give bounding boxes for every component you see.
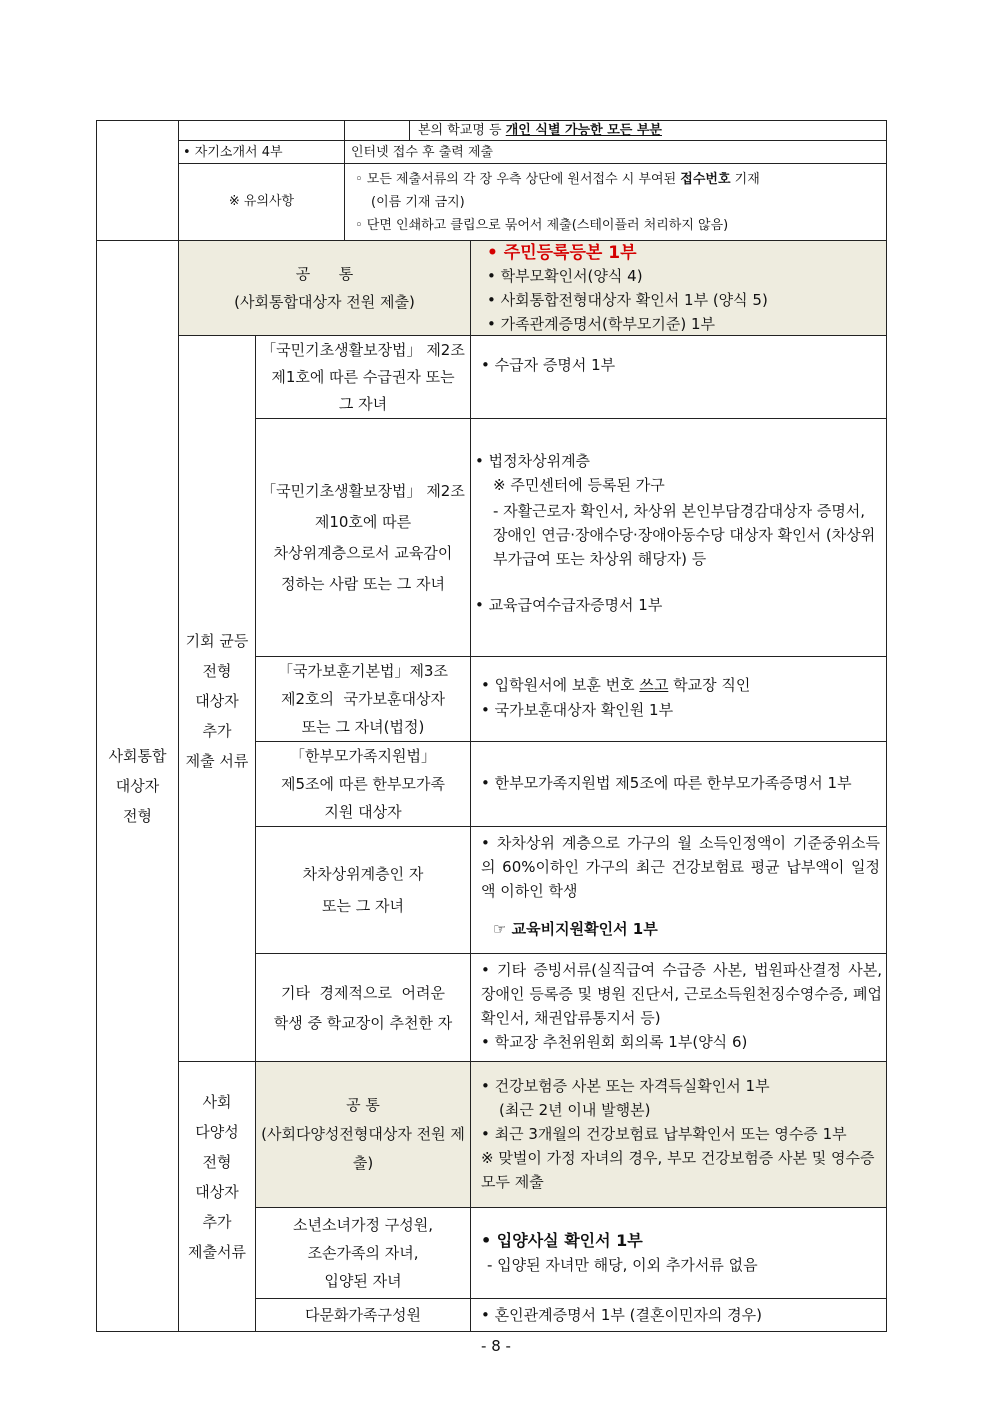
top-row1-right xyxy=(409,120,887,141)
gihoe-label-4: 추가 xyxy=(202,722,232,740)
common2-item3: ※ 맞벌이 가정 자녀의 경우, 부모 건강보험증 사본 및 영수증 모두 제출 xyxy=(481,1149,875,1191)
row5-docs xyxy=(470,826,887,954)
notes-cell xyxy=(344,163,887,241)
row4-docs xyxy=(470,741,887,827)
top-row2-right xyxy=(344,140,887,164)
row3-doc-2: • 국가보훈대상자 확인원 1부 xyxy=(481,701,674,719)
row7-doc-1: • 입양사실 확인서 1부 xyxy=(481,1231,643,1250)
common1-item4: • 가족관계증명서(학부모기준) 1부 xyxy=(487,315,716,333)
row2-label-3: 차상위계층으로서 교육감이 xyxy=(273,543,453,562)
row6-docs xyxy=(470,953,887,1062)
common1-item3: • 사회통합전형대상자 확인서 1부 (양식 5) xyxy=(487,291,768,309)
row2-label-4: 정하는 사람 또는 그 자녀 xyxy=(281,574,445,593)
common2-label-cell xyxy=(255,1061,471,1208)
row1-doc-1: • 수급자 증명서 1부 xyxy=(481,356,616,374)
row1-label xyxy=(255,335,471,419)
gihoe-label-2: 전형 xyxy=(202,662,232,680)
selfintro-text: • 자기소개서 4부 xyxy=(183,145,283,160)
row2-doc-2: ※ 주민센터에 등록된 가구 xyxy=(493,476,665,494)
gihoe-label-1: 기회 균등 xyxy=(185,632,249,650)
row4-doc-1: • 한부모가족지원법 제5조에 따른 한부모가족증명서 1부 xyxy=(481,774,852,792)
row6-label-1: 기타 경제적으로 어려운 xyxy=(281,983,445,1002)
common2-sub: (사회다양성전형대상자 전원 제출) xyxy=(261,1125,465,1172)
notes-label: ※ 유의사항 xyxy=(228,194,295,209)
top-row2-left xyxy=(178,140,345,164)
gihoe-label-3: 대상자 xyxy=(195,692,239,710)
row8-label xyxy=(255,1298,471,1332)
row7-label xyxy=(255,1207,471,1299)
notes-line3: ◦ 단면 인쇄하고 클립으로 묶어서 제출(스테이플러 처리하지 않음) xyxy=(355,218,729,233)
row3-label-1: 「국가보훈기본법」제3조 xyxy=(278,662,448,680)
row5-doc-1: • 차차상위 계층으로 가구의 월 소득인정액이 기준중위소득의 60%이하인 가구의 최근 건강보험료 평균 납부액이 일정액 이하인 학생 xyxy=(481,834,880,900)
sahoe-label-4: 대상자 xyxy=(195,1182,239,1201)
sahoe-label-6: 제출서류 xyxy=(188,1242,246,1261)
row6-label xyxy=(255,953,471,1062)
gihoe-label-cell xyxy=(178,335,256,1062)
top-row1-col2 xyxy=(178,120,345,141)
row2-doc-1: • 법정차상위계층 xyxy=(475,452,591,470)
row3-label-3: 또는 그 자녀(법정) xyxy=(301,718,425,736)
sahoe-label-2: 다양성 xyxy=(195,1122,239,1141)
row5-label xyxy=(255,826,471,954)
main-label-3: 전형 xyxy=(123,807,152,825)
row1-label-1: 「국민기초생활보장법」 제2조 xyxy=(261,340,465,359)
row4-label-2: 제5조에 따른 한부모가족 xyxy=(281,775,445,793)
row7-label-1: 소년소녀가정 구성원, xyxy=(293,1216,433,1234)
main-label-cell xyxy=(96,240,179,1332)
row1-label-3: 그 자녀 xyxy=(338,394,388,413)
gihoe-label-5: 제출 서류 xyxy=(185,752,249,770)
row1-label-2: 제1호에 따른 수급권자 또는 xyxy=(271,367,455,386)
row8-label-1: 다문화가족구성원 xyxy=(305,1306,421,1324)
row5-label-1: 차차상위계층인 자 xyxy=(302,865,424,883)
notes-line2: (이름 기재 금지) xyxy=(371,195,465,210)
common2-title: 공 통 xyxy=(346,1096,380,1114)
row5-doc-2: ☞ 교육비지원확인서 1부 xyxy=(493,920,658,938)
common1-items-cell xyxy=(470,240,887,336)
row4-label xyxy=(255,741,471,827)
row2-doc-3: - 자활근로자 확인서, 차상위 본인부담경감대상자 증명서, 장애인 연금·장애수당·장애아동수당 대상자 확인서 (차상위부가급여 또는 차상위 해당자) 등 xyxy=(493,502,876,568)
common1-label-cell xyxy=(178,240,471,336)
common2-item2: • 최근 3개월의 건강보험료 납부확인서 또는 영수증 1부 xyxy=(481,1125,847,1143)
common2-item1b: (최근 2년 이내 발행본) xyxy=(499,1101,651,1119)
row5-label-2: 또는 그 자녀 xyxy=(321,897,404,915)
row8-doc-1: • 혼인관계증명서 1부 (결혼이민자의 경우) xyxy=(481,1306,763,1324)
notes-label-cell xyxy=(178,163,345,241)
selfintro-method: 인터넷 접수 후 출력 제출 xyxy=(351,145,494,160)
top-left-blank xyxy=(96,120,179,241)
row4-label-3: 지원 대상자 xyxy=(324,803,402,821)
row2-label-1: 「국민기초생활보장법」 제2조 xyxy=(261,481,465,500)
common1-item1: • 주민등록등본 1부 xyxy=(487,243,637,263)
row8-docs xyxy=(470,1298,887,1332)
row2-doc-4: • 교육급여수급자증명서 1부 xyxy=(475,596,663,614)
row2-docs xyxy=(470,418,887,657)
sahoe-label-3: 전형 xyxy=(202,1152,232,1171)
row6-label-2: 학생 중 학교장이 추천한 자 xyxy=(273,1013,453,1032)
common1-title: 공 통 xyxy=(295,265,354,283)
row3-doc-1: • 입학원서에 보훈 번호 쓰고 학교장 직인 xyxy=(481,676,751,694)
row7-docs xyxy=(470,1207,887,1299)
top-row1-bold: 개인 식별 가능한 모든 부분 xyxy=(505,123,662,138)
row4-label-1: 「한부모가족지원법」 xyxy=(290,747,436,765)
common1-item2: • 학부모확인서(양식 4) xyxy=(487,267,643,285)
common2-item1: • 건강보험증 사본 또는 자격득실확인서 1부 xyxy=(481,1077,770,1095)
row1-docs xyxy=(470,335,887,419)
top-row1-col3 xyxy=(344,120,410,141)
row7-doc-2: - 입양된 자녀만 해당, 이외 추가서류 없음 xyxy=(487,1256,758,1274)
sahoe-label-cell xyxy=(178,1061,256,1332)
row2-label-2: 제10호에 따른 xyxy=(314,512,412,531)
common1-sub: (사회통합대상자 전원 제출) xyxy=(234,293,415,311)
sahoe-label-1: 사회 xyxy=(202,1092,232,1111)
common2-items-cell xyxy=(470,1061,887,1208)
row3-label-2: 제2호의 국가보훈대상자 xyxy=(281,690,445,708)
page-number: - 8 - xyxy=(481,1337,511,1355)
row7-label-3: 입양된 자녀 xyxy=(324,1272,402,1290)
top-row1-text: 본의 학교명 등 xyxy=(418,123,506,138)
row2-label xyxy=(255,418,471,657)
main-label-1: 사회통합 xyxy=(108,747,167,765)
row7-label-2: 조손가족의 자녀, xyxy=(307,1244,419,1262)
row6-doc-1: • 기타 증빙서류(실직급여 수급증 사본, 법원파산결정 사본, 장애인 등록증 및 병원 진단서, 근로소득원천징수영수증, 폐업확인서, 채권압류통지서 등) xyxy=(481,961,882,1027)
row6-doc-2: • 학교장 추천위원회 회의록 1부(양식 6) xyxy=(481,1033,748,1051)
row3-label xyxy=(255,656,471,742)
notes-line1: ◦ 모든 제출서류의 각 장 우측 상단에 원서접수 시 부여된 접수번호 기재 xyxy=(355,172,760,187)
main-label-2: 대상자 xyxy=(115,777,160,795)
sahoe-label-5: 추가 xyxy=(202,1212,232,1231)
row3-docs xyxy=(470,656,887,742)
